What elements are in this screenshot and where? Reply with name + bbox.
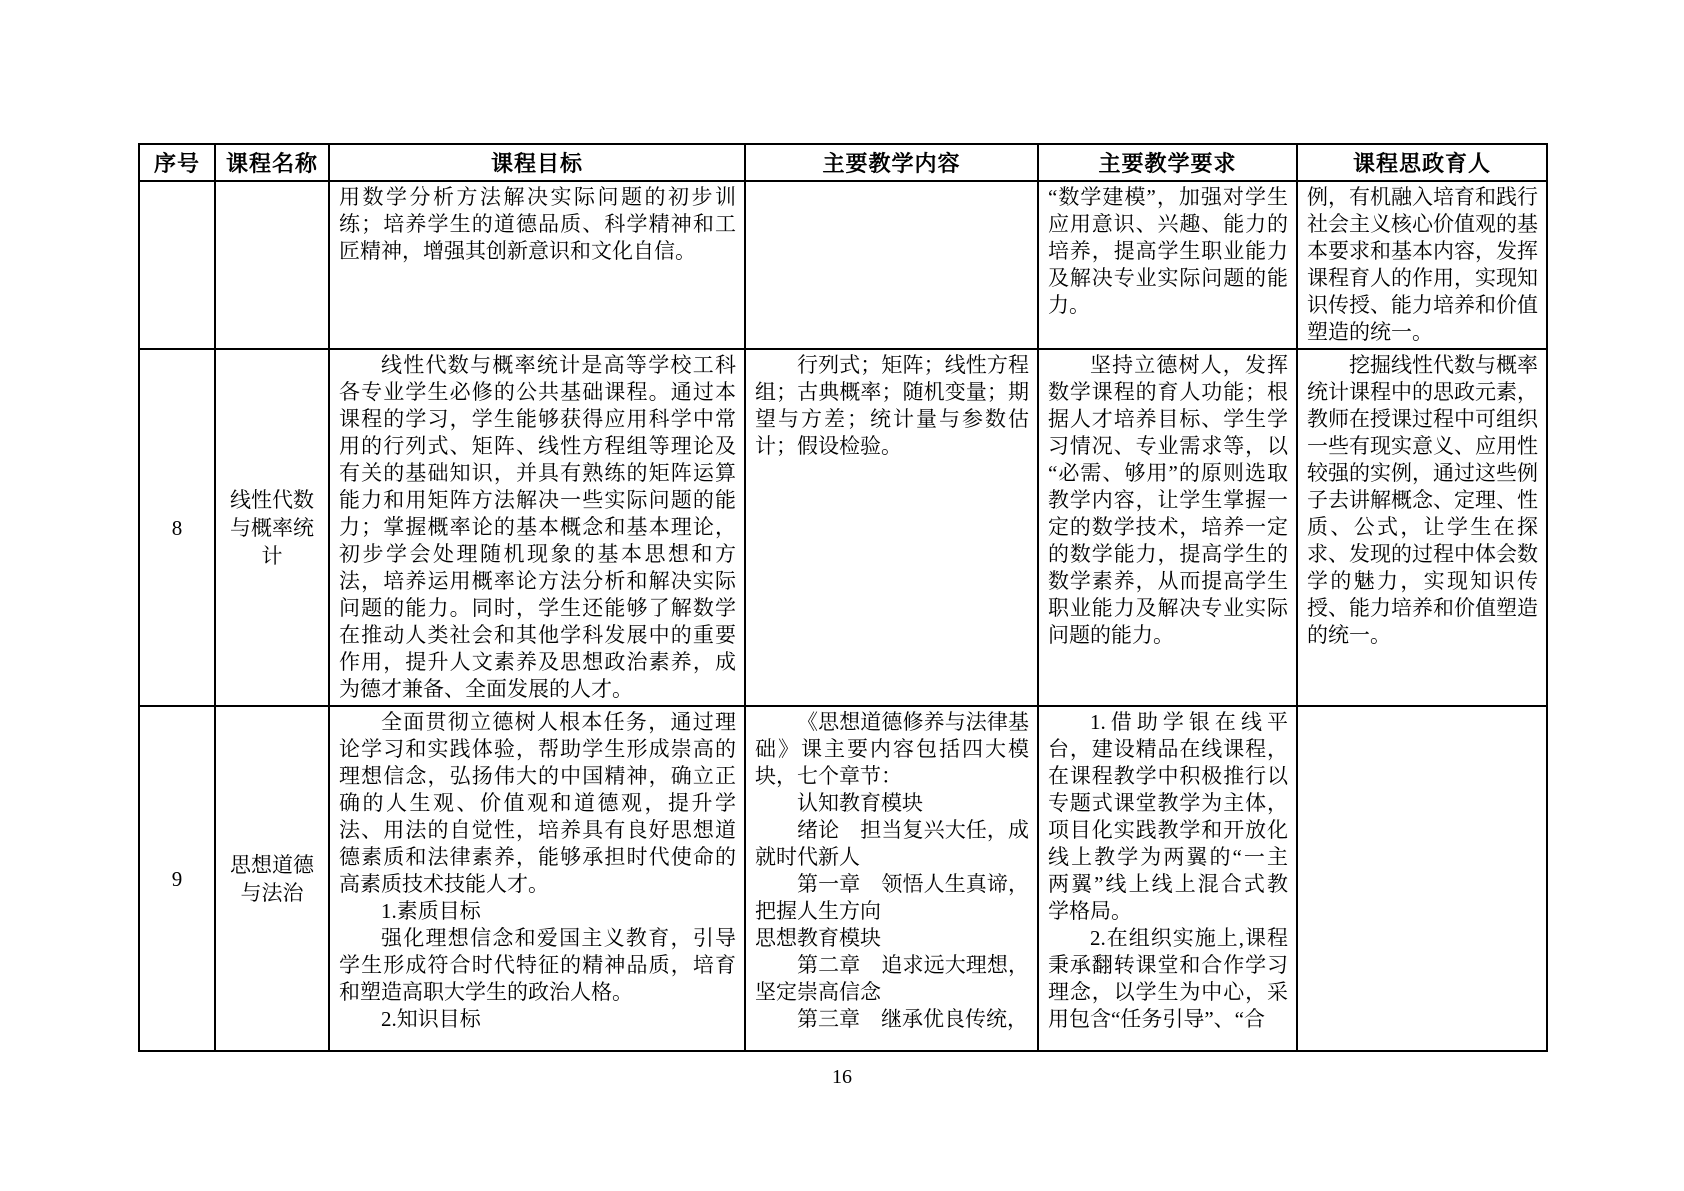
course-name-cell	[215, 181, 329, 349]
course-name-cell: 思想道德与法治	[215, 706, 329, 1051]
ideology-cell: 例，有机融入培育和践行社会主义核心价值观的基本要求和基本内容，发挥课程育人的作用，实现知识传授、能力培养和价值塑造的统一。	[1297, 181, 1547, 349]
table-row-continuation	[139, 181, 1547, 349]
course-name-cell: 线性代数与概率统计	[215, 349, 329, 706]
ideology-cell	[1297, 706, 1547, 1051]
requirements-cell: 坚持立德树人，发挥数学课程的育人功能；根据人才培养目标、学生学习情况、专业需求等，以“必需、够用”的原则选取教学内容，让学生掌握一定的数学技术，培养一定的数学能力，提高学生的数学素养，从而提高学生职业能力及解决专业实际问题的能力。	[1038, 349, 1297, 706]
objectives-cell: 全面贯彻立德树人根本任务，通过理论学习和实践体验，帮助学生形成崇高的理想信念，弘扬伟大的中国精神，确立正确的人生观、价值观和道德观，提升学法、用法的自觉性，培养具有良好思想道德素质和法律素养，能够承担时代使命的高素质技术技能人才。 1.素质目标 强化理想信念和爱国主义教育，引导学生形成符合时代特征的精神品质，培育和塑造高职大学生的政治人格。 2.知识目标	[329, 706, 745, 1051]
requirements-cell: “数学建模”，加强对学生应用意识、兴趣、能力的培养，提高学生职业能力及解决专业实际问题的能力。	[1038, 181, 1297, 349]
header-content: 主要教学内容	[745, 144, 1038, 181]
table-row-9	[139, 706, 1547, 1051]
page-number: 16	[832, 1066, 852, 1088]
objectives-cell: 用数学分析方法解决实际问题的初步训练；培养学生的道德品质、科学精神和工匠精神，增强其创新意识和文化自信。	[329, 181, 745, 349]
header-ideology: 课程思政育人	[1297, 144, 1547, 181]
table-header-row	[139, 144, 1547, 181]
ideology-cell: 挖掘线性代数与概率统计课程中的思政元素，教师在授课过程中可组织一些有现实意义、应用性较强的实例，通过这些例子去讲解概念、定理、性质、公式，让学生在探求、发现的过程中体会数学的魅力，实现知识传授、能力培养和价值塑造的统一。	[1297, 349, 1547, 706]
course-table	[138, 143, 1548, 1052]
header-objectives: 课程目标	[329, 144, 745, 181]
content-cell	[745, 181, 1038, 349]
content-cell: 行列式；矩阵；线性方程组；古典概率；随机变量；期望与方差；统计量与参数估计；假设检验。	[745, 349, 1038, 706]
seq-cell: 9	[139, 706, 215, 1051]
header-requirements: 主要教学要求	[1038, 144, 1297, 181]
content-cell: 《思想道德修养与法律基础》课主要内容包括四大模块，七个章节： 认知教育模块 绪论 担当复兴大任，成就时代新人 第一章 领悟人生真谛，把握人生方向 思想教育模块 第二章 追求远大理想，坚定崇高信念 第三章 继承优良传统，	[745, 706, 1038, 1051]
header-course-name: 课程名称	[215, 144, 329, 181]
header-seq: 序号	[139, 144, 215, 181]
seq-cell	[139, 181, 215, 349]
requirements-cell: 1.借助学银在线平台，建设精品在线课程，在课程教学中积极推行以专题式课堂教学为主体，项目化实践教学和开放化线上教学为两翼的“一主两翼”线上线上混合式教学格局。 2.在组织实施上,课程秉承翻转课堂和合作学习理念，以学生为中心，采用包含“任务引导”、“合	[1038, 706, 1297, 1051]
objectives-cell: 线性代数与概率统计是高等学校工科各专业学生必修的公共基础课程。通过本课程的学习，学生能够获得应用科学中常用的行列式、矩阵、线性方程组等理论及有关的基础知识，并具有熟练的矩阵运算能力和用矩阵方法解决一些实际问题的能力；掌握概率论的基本概念和基本理论，初步学会处理随机现象的基本思想和方法，培养运用概率论方法分析和解决实际问题的能力。同时，学生还能够了解数学在推动人类社会和其他学科发展中的重要作用，提升人文素养及思想政治素养，成为德才兼备、全面发展的人才。	[329, 349, 745, 706]
table-row-8	[139, 349, 1547, 706]
seq-cell: 8	[139, 349, 215, 706]
